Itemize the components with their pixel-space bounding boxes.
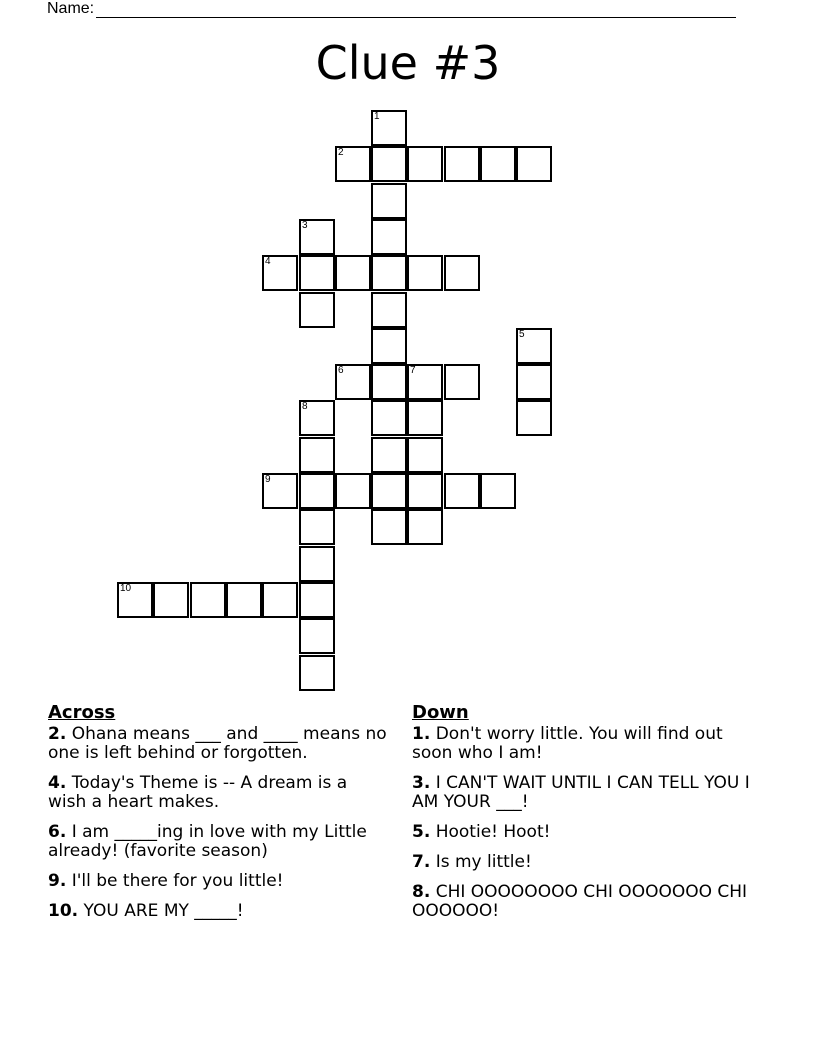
grid-cell[interactable]	[262, 582, 298, 618]
name-label: Name:	[47, 0, 95, 17]
grid-cell[interactable]	[371, 509, 407, 545]
grid-cell[interactable]	[299, 292, 335, 328]
grid-cell[interactable]	[371, 292, 407, 328]
grid-cell[interactable]	[371, 328, 407, 364]
grid-cell[interactable]	[262, 473, 298, 509]
cell-number: 9	[265, 474, 271, 485]
grid-cell[interactable]	[299, 655, 335, 691]
grid-cell[interactable]	[371, 146, 407, 182]
cell-number: 7	[410, 365, 416, 376]
grid-cell[interactable]	[407, 437, 443, 473]
cell-number: 8	[302, 401, 308, 412]
grid-cell[interactable]	[335, 473, 371, 509]
cell-number: 6	[338, 365, 344, 376]
name-blank-line[interactable]	[96, 3, 736, 18]
grid-cell[interactable]	[335, 146, 371, 182]
clue-across-6: 6. I am _____ing in love with my Little already! (favorite season)	[48, 822, 367, 861]
grid-cell[interactable]	[153, 582, 189, 618]
grid-cell[interactable]	[117, 582, 153, 618]
across-clues	[48, 702, 388, 932]
grid-cell[interactable]	[299, 546, 335, 582]
grid-cell[interactable]	[444, 255, 480, 291]
grid-cell[interactable]	[371, 255, 407, 291]
page-title: Clue #3	[315, 36, 501, 90]
cell-number: 1	[374, 111, 380, 122]
grid-cell[interactable]	[516, 364, 552, 400]
grid-cell[interactable]	[299, 509, 335, 545]
grid-cell[interactable]	[226, 582, 262, 618]
grid-cell[interactable]	[371, 437, 407, 473]
grid-cell[interactable]	[407, 255, 443, 291]
grid-cell[interactable]	[299, 255, 335, 291]
grid-cell[interactable]	[444, 364, 480, 400]
clue-across-10: 10. YOU ARE MY _____!	[48, 901, 244, 921]
cell-number: 3	[302, 220, 308, 231]
grid-cell[interactable]	[407, 473, 443, 509]
clue-across-4: 4. Today's Theme is -- A dream is a wish a heart makes.	[48, 773, 348, 812]
grid-cell[interactable]	[444, 473, 480, 509]
cell-number: 10	[120, 583, 132, 594]
grid-cell[interactable]	[299, 400, 335, 436]
down-clues	[412, 702, 757, 932]
name-field[interactable]	[47, 0, 736, 18]
grid-cell[interactable]	[371, 110, 407, 146]
clue-across-2: 2. Ohana means ___ and ____ means no one is left behind or forgotten.	[48, 724, 387, 763]
across-heading: Across	[48, 702, 116, 723]
clue-across-9: 9. I'll be there for you little!	[48, 871, 284, 891]
grid-cell[interactable]	[371, 183, 407, 219]
grid-cell[interactable]	[262, 255, 298, 291]
grid-cell[interactable]	[299, 582, 335, 618]
clue-down-1: 1. Don't worry little. You will find out soon who I am!	[412, 724, 723, 763]
cell-number: 2	[338, 147, 344, 158]
clue-down-5: 5. Hootie! Hoot!	[412, 822, 551, 842]
grid-cell[interactable]	[407, 146, 443, 182]
grid-cell[interactable]	[371, 473, 407, 509]
grid-cell[interactable]	[444, 146, 480, 182]
grid-cell[interactable]	[407, 509, 443, 545]
grid-cell[interactable]	[299, 618, 335, 654]
grid-cell[interactable]	[480, 473, 516, 509]
cell-number: 5	[519, 329, 525, 340]
grid-cell[interactable]	[516, 400, 552, 436]
grid-cell[interactable]	[516, 328, 552, 364]
grid-cell[interactable]	[480, 146, 516, 182]
grid-cell[interactable]	[299, 219, 335, 255]
grid-cell[interactable]	[371, 364, 407, 400]
grid-cell[interactable]	[407, 364, 443, 400]
grid-cell[interactable]	[299, 473, 335, 509]
down-heading: Down	[412, 702, 469, 723]
grid-cell[interactable]	[299, 437, 335, 473]
grid-cell[interactable]	[516, 146, 552, 182]
grid-cell[interactable]	[407, 400, 443, 436]
cell-number: 4	[265, 256, 271, 267]
grid-cell[interactable]	[335, 364, 371, 400]
clue-down-8: 8. CHI OOOOOOOO CHI OOOOOOO CHI OOOOOO!	[412, 882, 748, 921]
clue-down-3: 3. I CAN'T WAIT UNTIL I CAN TELL YOU I AM YOUR ___!	[412, 773, 750, 812]
grid-cell[interactable]	[371, 219, 407, 255]
grid-cell[interactable]	[190, 582, 226, 618]
grid-cell[interactable]	[335, 255, 371, 291]
clue-down-7: 7. Is my little!	[412, 852, 532, 872]
grid-cell[interactable]	[371, 400, 407, 436]
